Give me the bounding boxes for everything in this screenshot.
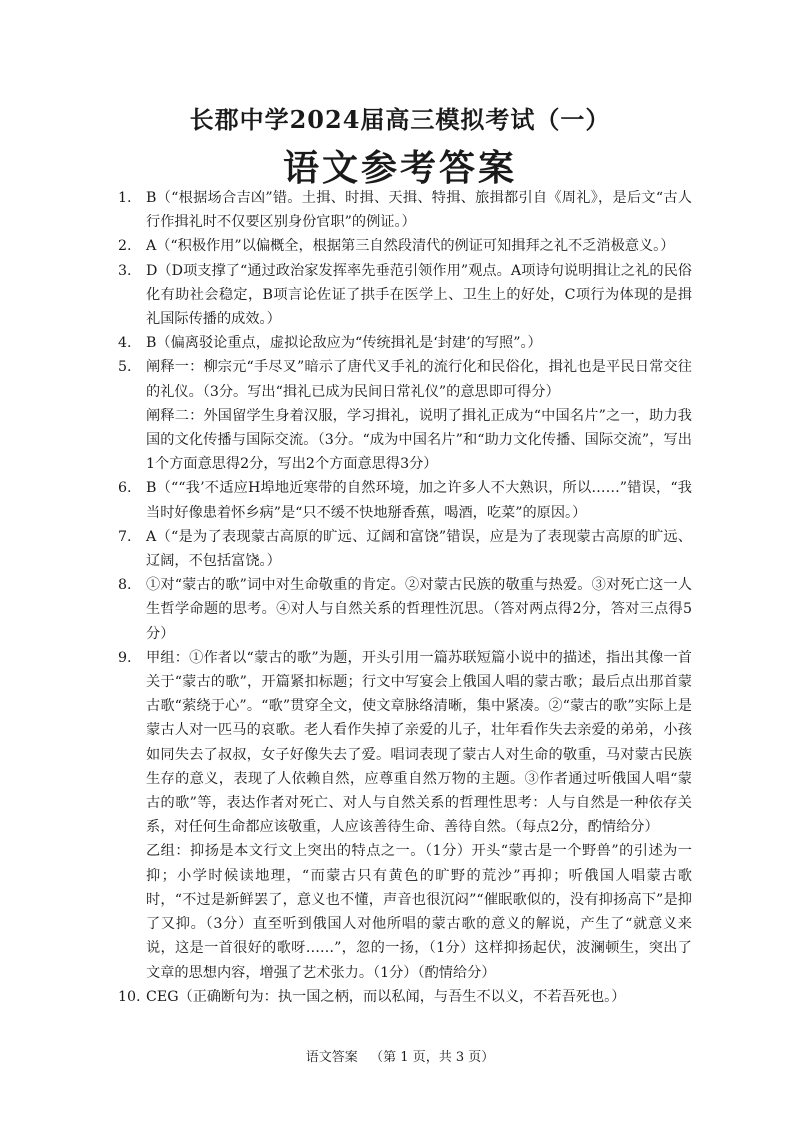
- answer-text: ①对“蒙古的歌”词中对生命敬重的肯定。②对蒙古民族的敬重与热爱。③对死亡这一人生哲学命题的思考。④对人与自然关系的哲理性沉思。（答对两点得2分，答对三点得5分）: [146, 577, 692, 642]
- answer-item-8: [118, 573, 692, 646]
- answer-number: 2.: [118, 238, 132, 255]
- answer-text: CEG（正确断句为：执一国之柄，而以私闻，与吾生不以义，不若吾死也。）: [146, 988, 626, 1005]
- answer-number: 10.: [118, 988, 141, 1005]
- answer-number: 6.: [118, 480, 132, 497]
- answer-item-2: [118, 234, 692, 258]
- answer-item-9: [118, 646, 692, 985]
- page-footer: [0, 1046, 800, 1065]
- footer-page-info: （第 1 页，共 3 页）: [370, 1050, 495, 1065]
- answer-text: B（偏离驳论重点，虚拟论敌应为“传统揖礼是‘封建’的写照”。）: [146, 335, 542, 352]
- answer-text-second: 乙组：抑扬是本文行文上突出的特点之一。（1分）开头“蒙古是一个野兽”的引述为一抑；小学时候读地理，“而蒙古只有黄色的旷野的荒沙”再抑；听俄国人唱蒙古歌时，“不过是新鲜罢了，意义也不懂，声音也很沉闷”“催眠歌似的，没有抑扬高下”是抑了又抑。（3分）直至听到俄国人对他所唱的蒙古歌的意义的解说，产生了“就意义来说，这是一首很好的歌呀……”，忽的一扬，（1分）这样抑扬起伏，波澜顿生，突出了文章的思想内容，增强了艺术张力。（1分）（酌情给分）: [146, 843, 692, 981]
- answer-number: 7.: [118, 528, 132, 545]
- answer-list: [118, 186, 692, 1009]
- answer-item-5: [118, 355, 692, 476]
- answer-text: 甲组：①作者以“蒙古的歌”为题，开头引用一篇苏联短篇小说中的描述，指出其像一首关于“蒙古的歌”，开篇紧扣标题；行文中写宴会上俄国人唱的蒙古歌；最后点出那首蒙古歌“萦绕于心”。“歌”贯穿全文，使文章脉络清晰，集中紧凑。②“蒙古的歌”实际上是蒙古人对一匹马的哀歌。老人看作失掉了亲爱的儿子，壮年看作失去亲爱的弟弟，小孩如同失去了叔叔，女子好像失去了爱。唱词表现了蒙古人对生命的敬重，马对蒙古民族生存的意义，表现了人依赖自然，应尊重自然万物的主题。③作者通过听俄国人唱“蒙古的歌”等，表达作者对死亡、对人与自然关系的哲理性思考：人与自然是一种依存关系，对任何生命都应该敬重，人应该善待生命、善待自然。（每点2分，酌情给分）: [146, 649, 692, 836]
- answer-text: B（“根据场合吉凶”错。土揖、时揖、天揖、特揖、旅揖都引自《周礼》，是后文“古人行作揖礼时不仅要区别身份官职”的例证。）: [146, 190, 692, 231]
- answer-text: D（D项支撑了“通过政治家发挥率先垂范引领作用”观点。A项诗句说明揖让之礼的民俗化有助社会稳定，B项言论佐证了拱手在医学上、卫生上的好处，C项行为体现的是揖礼国际传播的成效。）: [146, 262, 692, 328]
- answer-number: 8.: [118, 577, 132, 594]
- answer-number: 1.: [118, 190, 132, 206]
- exam-title: 长郡中学2024届高三模拟考试（一）: [189, 105, 611, 134]
- answer-number: 4.: [118, 335, 132, 352]
- answer-item-7: [118, 525, 692, 573]
- answer-item-6: [118, 476, 692, 524]
- footer-label: 语文答案: [305, 1050, 358, 1065]
- answer-text: 阐释一：柳宗元“手尽叉”暗示了唐代叉手礼的流行化和民俗化，揖礼也是平民日常交往的礼仪。（3分。写出“揖礼已成为民间日常礼仪”的意思即可得分）: [146, 359, 692, 400]
- answer-item-4: [118, 331, 692, 355]
- answer-number: 5.: [118, 359, 132, 376]
- document-title: 语文参考答案: [282, 147, 517, 189]
- answer-item-1: [118, 186, 692, 234]
- answer-text: A（“积极作用”以偏概全，根据第三自然段清代的例证可知揖拜之礼不乏消极意义。）: [146, 238, 675, 255]
- answer-number: 9.: [118, 649, 132, 666]
- answer-text: A（“是为了表现蒙古高原的旷远、辽阔和富饶”错误，应是为了表现蒙古高原的旷远、辽阔，不包括富饶。）: [146, 528, 692, 570]
- answer-item-3: [118, 259, 692, 332]
- answer-text-second: 阐释二：外国留学生身着汉服，学习揖礼，说明了揖礼正成为“中国名片”之一，助力我国的文化传播与国际交流。（3分。“成为中国名片”和“助力文化传播、国际交流”，写出1个方面意思得2分，写出2个方面意思得3分）: [146, 407, 692, 473]
- answer-item-10: [118, 985, 692, 1009]
- answer-number: 3.: [118, 262, 132, 279]
- answer-text: B（““我’不适应H埠地近寒带的自然环境，加之许多人不大熟识，所以……”错误，“我当时好像患着怀乡病”是“只不缓不快地掰香蕉，喝酒，吃菜”的原因。）: [146, 480, 692, 521]
